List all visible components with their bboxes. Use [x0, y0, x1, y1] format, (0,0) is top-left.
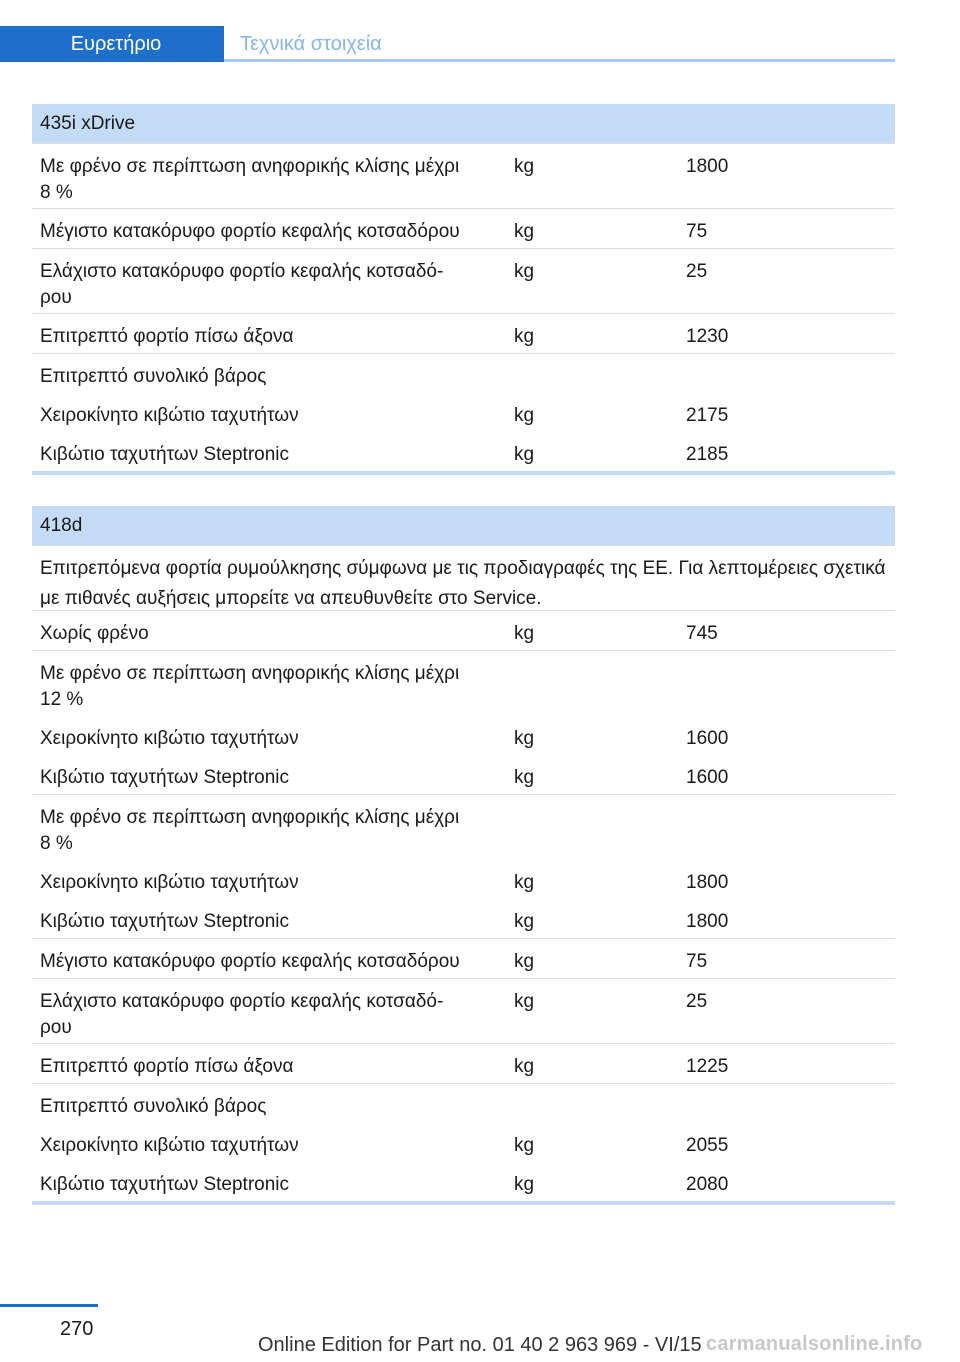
table-row	[32, 144, 895, 209]
row-label: Χειροκίνητο κιβώτιο ταχυτήτων	[40, 728, 299, 749]
row-label: Κιβώτιο ταχυτήτων Steptronic	[40, 444, 290, 465]
table-row	[32, 393, 895, 432]
row-value: 745	[686, 623, 718, 644]
table-row	[32, 795, 895, 860]
row-value: 1600	[686, 767, 729, 788]
table-row	[32, 755, 895, 795]
row-unit: kg	[514, 951, 535, 972]
tab-underline	[224, 59, 895, 62]
row-label: Κιβώτιο ταχυτήτων Steptronic	[40, 767, 290, 788]
row-label: Επιτρεπτό φορτίο πίσω άξονα	[40, 326, 294, 347]
row-value: 1800	[686, 156, 729, 177]
table-row	[32, 651, 895, 716]
row-unit: kg	[514, 728, 535, 749]
row-unit: kg	[514, 1056, 535, 1077]
tab-index[interactable]: Ευρετήριο	[0, 26, 224, 62]
row-label: Ελάχιστο κατακόρυφο φορτίο κεφαλής κοτσαδό- ρου	[40, 991, 444, 1038]
table-row	[32, 432, 895, 471]
row-value: 2185	[686, 444, 729, 465]
row-label: Χωρίς φρένο	[40, 623, 149, 644]
edition-footer: Online Edition for Part no. 01 40 2 963 969 - VI/15	[258, 1334, 702, 1356]
tab-technical-data[interactable]: Τεχνικά στοιχεία	[240, 33, 382, 55]
row-label: Κιβώτιο ταχυτήτων Steptronic	[40, 1174, 290, 1195]
row-label: Επιτρεπτό φορτίο πίσω άξονα	[40, 1056, 294, 1077]
row-unit: kg	[514, 405, 535, 426]
spec-table-435i-xdrive	[32, 104, 895, 475]
row-value: 75	[686, 221, 708, 242]
table-row	[32, 1123, 895, 1162]
row-unit: kg	[514, 872, 535, 893]
row-unit: kg	[514, 326, 535, 347]
table-note: Επιτρεπόμενα φορτία ρυμούλκησης σύμφωνα με τις προδιαγραφές της ΕΕ. Για λεπτομέρειες σχετικά με πιθανές αυξήσεις μπορείτε να απευθυνθείτε στο Service.	[40, 558, 886, 609]
row-value: 25	[686, 991, 708, 1012]
table-row	[32, 249, 895, 314]
table-row	[32, 1084, 895, 1123]
row-unit: kg	[514, 156, 535, 177]
table-row	[32, 979, 895, 1044]
page-number: 270	[60, 1318, 94, 1340]
row-unit: kg	[514, 623, 535, 644]
row-value: 1230	[686, 326, 729, 347]
row-value: 2055	[686, 1135, 729, 1156]
table-row	[32, 939, 895, 979]
row-unit: kg	[514, 1174, 535, 1195]
table-end-bar	[32, 471, 895, 475]
row-value: 1225	[686, 1056, 729, 1077]
row-label: Χειροκίνητο κιβώτιο ταχυτήτων	[40, 872, 299, 893]
row-label: Ελάχιστο κατακόρυφο φορτίο κεφαλής κοτσαδό- ρου	[40, 261, 444, 308]
page-number-rule	[0, 1304, 98, 1307]
row-unit: kg	[514, 991, 535, 1012]
table-header: 435i xDrive	[32, 104, 895, 144]
row-unit: kg	[514, 261, 535, 282]
row-value: 25	[686, 261, 708, 282]
table-row	[32, 860, 895, 899]
table-row	[32, 314, 895, 354]
row-label: Με φρένο σε περίπτωση ανηφορικής κλίσης μέχρι 8 %	[40, 156, 460, 203]
table-row	[32, 716, 895, 755]
table-note-row	[32, 546, 895, 611]
table-end-bar	[32, 1201, 895, 1205]
row-unit: kg	[514, 221, 535, 242]
watermark: carmanualsonline.info	[706, 1333, 923, 1355]
row-value: 75	[686, 951, 708, 972]
row-unit: kg	[514, 767, 535, 788]
table-row	[32, 354, 895, 393]
row-unit: kg	[514, 444, 535, 465]
row-value: 1600	[686, 728, 729, 749]
row-label: Επιτρεπτό συνολικό βάρος	[40, 1096, 267, 1117]
table-row	[32, 899, 895, 939]
row-label: Χειροκίνητο κιβώτιο ταχυτήτων	[40, 405, 299, 426]
row-unit: kg	[514, 911, 535, 932]
table-row	[32, 209, 895, 249]
spec-table-418d	[32, 506, 895, 1205]
row-unit: kg	[514, 1135, 535, 1156]
table-header: 418d	[32, 506, 895, 546]
table-row	[32, 1162, 895, 1201]
row-label: Μέγιστο κατακόρυφο φορτίο κεφαλής κοτσαδόρου	[40, 951, 460, 972]
row-label: Κιβώτιο ταχυτήτων Steptronic	[40, 911, 290, 932]
row-value: 2175	[686, 405, 729, 426]
table-row	[32, 1044, 895, 1084]
row-label: Με φρένο σε περίπτωση ανηφορικής κλίσης μέχρι 8 %	[40, 807, 460, 854]
table-row	[32, 611, 895, 651]
row-value: 1800	[686, 872, 729, 893]
row-label: Χειροκίνητο κιβώτιο ταχυτήτων	[40, 1135, 299, 1156]
top-tabs	[0, 0, 895, 62]
row-value: 1800	[686, 911, 729, 932]
row-label: Μέγιστο κατακόρυφο φορτίο κεφαλής κοτσαδόρου	[40, 221, 460, 242]
row-label: Με φρένο σε περίπτωση ανηφορικής κλίσης μέχρι 12 %	[40, 663, 460, 710]
row-value: 2080	[686, 1174, 729, 1195]
row-label: Επιτρεπτό συνολικό βάρος	[40, 366, 267, 387]
